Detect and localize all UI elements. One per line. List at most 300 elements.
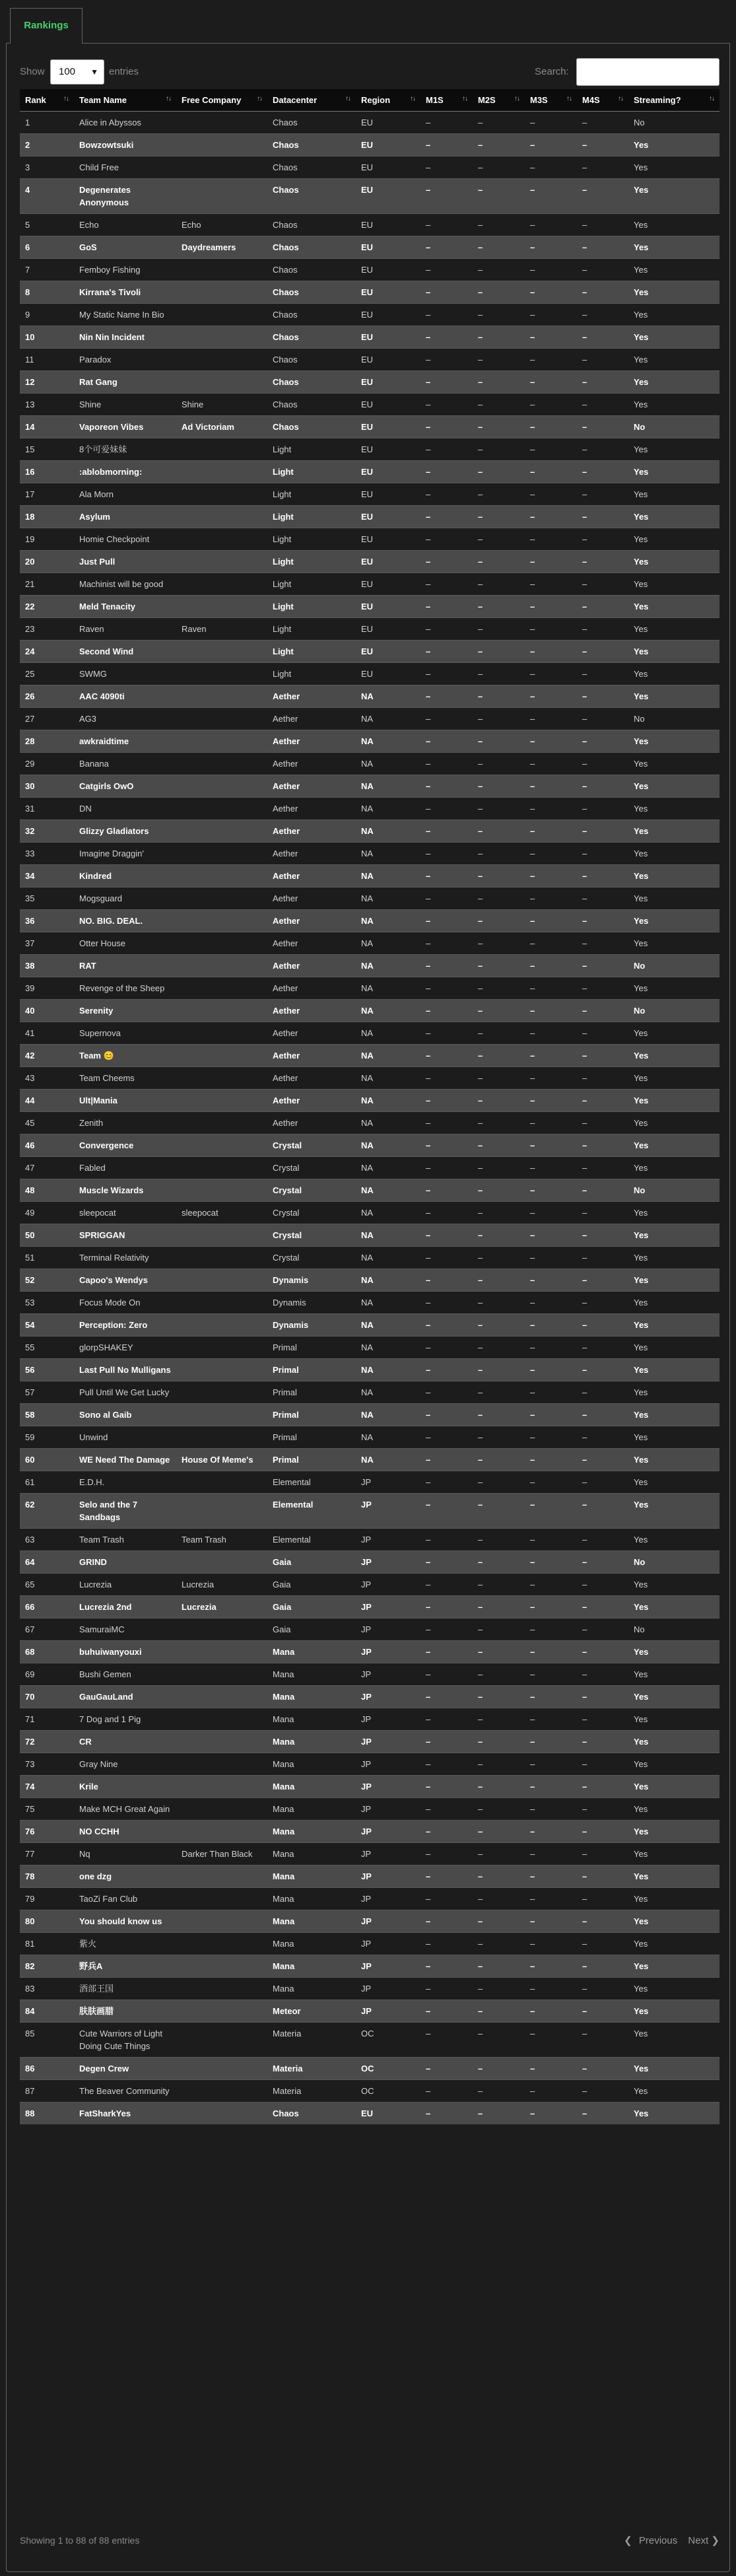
- cell-free-company: [176, 1933, 267, 1955]
- cell-free-company: [176, 1494, 267, 1529]
- table-row: [20, 1551, 719, 1574]
- cell-team-name: Femboy Fishing: [74, 259, 176, 281]
- cell-m3s: –: [525, 371, 577, 394]
- cell-m3s: –: [525, 1551, 577, 1574]
- cell-m2s: –: [473, 2103, 525, 2125]
- table-row: [20, 1821, 719, 1843]
- cell-m1s: –: [420, 843, 473, 865]
- cell-streaming: Yes: [628, 753, 719, 775]
- cell-m3s: –: [525, 1821, 577, 1843]
- cell-rank: 7: [20, 259, 74, 281]
- cell-m2s: –: [473, 1955, 525, 1978]
- cell-datacenter: Chaos: [267, 112, 356, 134]
- cell-m2s: –: [473, 134, 525, 157]
- table-row: [20, 1529, 719, 1551]
- cell-m2s: –: [473, 1179, 525, 1202]
- cell-m4s: –: [577, 1224, 628, 1247]
- cell-rank: 22: [20, 596, 74, 618]
- cell-m3s: –: [525, 753, 577, 775]
- cell-m2s: –: [473, 179, 525, 214]
- table-row: [20, 753, 719, 775]
- cell-datacenter: Aether: [267, 708, 356, 730]
- cell-m2s: –: [473, 1426, 525, 1449]
- cell-m3s: –: [525, 1933, 577, 1955]
- column-header-team-name[interactable]: [74, 89, 176, 112]
- column-header-rank[interactable]: [20, 89, 74, 112]
- cell-m2s: –: [473, 1843, 525, 1865]
- cell-m1s: –: [420, 157, 473, 179]
- cell-free-company: [176, 1022, 267, 1045]
- cell-m4s: –: [577, 977, 628, 1000]
- cell-free-company: [176, 1865, 267, 1888]
- cell-rank: 53: [20, 1292, 74, 1314]
- cell-m3s: –: [525, 865, 577, 888]
- cell-m4s: –: [577, 1529, 628, 1551]
- next-button[interactable]: Next ❯: [688, 2535, 719, 2546]
- cell-team-name: Degenerates Anonymous: [74, 179, 176, 214]
- cell-team-name: TaoZi Fan Club: [74, 1888, 176, 1910]
- cell-m3s: –: [525, 1798, 577, 1821]
- cell-region: JP: [356, 1494, 420, 1529]
- cell-rank: 61: [20, 1471, 74, 1494]
- sort-icon: ↑↓: [566, 95, 572, 102]
- cell-datacenter: Primal: [267, 1449, 356, 1471]
- cell-rank: 37: [20, 932, 74, 955]
- cell-region: NA: [356, 730, 420, 753]
- cell-m4s: –: [577, 1292, 628, 1314]
- table-row: [20, 281, 719, 304]
- cell-team-name: sleepocat: [74, 1202, 176, 1224]
- cell-streaming: No: [628, 955, 719, 977]
- cell-m3s: –: [525, 1359, 577, 1381]
- cell-m3s: –: [525, 1134, 577, 1157]
- cell-team-name: Asylum: [74, 506, 176, 528]
- table-row: [20, 1202, 719, 1224]
- cell-rank: 15: [20, 438, 74, 461]
- cell-m1s: –: [420, 910, 473, 932]
- cell-streaming: Yes: [628, 618, 719, 641]
- cell-team-name: Nq: [74, 1843, 176, 1865]
- cell-team-name: Ala Morn: [74, 483, 176, 506]
- table-row: [20, 1090, 719, 1112]
- cell-team-name: Raven: [74, 618, 176, 641]
- cell-m2s: –: [473, 1337, 525, 1359]
- cell-streaming: Yes: [628, 236, 719, 259]
- cell-rank: 38: [20, 955, 74, 977]
- cell-m4s: –: [577, 955, 628, 977]
- cell-region: EU: [356, 596, 420, 618]
- cell-m3s: –: [525, 2023, 577, 2058]
- previous-label: Previous: [638, 2535, 678, 2546]
- column-header-datacenter[interactable]: [267, 89, 356, 112]
- cell-m4s: –: [577, 1404, 628, 1426]
- column-header-label: Free Company: [182, 95, 242, 105]
- cell-m3s: –: [525, 1022, 577, 1045]
- cell-m1s: –: [420, 775, 473, 798]
- table-row: [20, 483, 719, 506]
- cell-rank: 64: [20, 1551, 74, 1574]
- cell-m2s: –: [473, 1022, 525, 1045]
- table-row: [20, 1731, 719, 1753]
- cell-datacenter: Aether: [267, 1090, 356, 1112]
- table-body: [20, 112, 719, 2125]
- cell-m3s: –: [525, 977, 577, 1000]
- cell-free-company: [176, 259, 267, 281]
- cell-rank: 11: [20, 349, 74, 371]
- cell-m3s: –: [525, 179, 577, 214]
- cell-m2s: –: [473, 214, 525, 236]
- cell-region: NA: [356, 753, 420, 775]
- cell-team-name: Zenith: [74, 1112, 176, 1134]
- cell-team-name: SWMG: [74, 663, 176, 685]
- cell-m4s: –: [577, 1641, 628, 1663]
- cell-free-company: [176, 1359, 267, 1381]
- cell-free-company: [176, 865, 267, 888]
- cell-m1s: –: [420, 2058, 473, 2080]
- cell-m4s: –: [577, 349, 628, 371]
- cell-free-company: [176, 2000, 267, 2023]
- cell-datacenter: Mana: [267, 1776, 356, 1798]
- cell-m1s: –: [420, 1269, 473, 1292]
- cell-rank: 70: [20, 1686, 74, 1708]
- cell-streaming: Yes: [628, 1426, 719, 1449]
- cell-region: EU: [356, 618, 420, 641]
- cell-streaming: No: [628, 1619, 719, 1641]
- column-header-m3s[interactable]: [525, 89, 577, 112]
- cell-streaming: Yes: [628, 1090, 719, 1112]
- previous-button[interactable]: ❮ Previous: [624, 2535, 678, 2546]
- cell-rank: 17: [20, 483, 74, 506]
- cell-m3s: –: [525, 1404, 577, 1426]
- cell-rank: 52: [20, 1269, 74, 1292]
- cell-free-company: [176, 483, 267, 506]
- cell-m2s: –: [473, 1359, 525, 1381]
- table-row: [20, 888, 719, 910]
- cell-rank: 88: [20, 2103, 74, 2125]
- entries-length-select[interactable]: [50, 59, 104, 85]
- cell-free-company: [176, 955, 267, 977]
- cell-m1s: –: [420, 1663, 473, 1686]
- cell-rank: 83: [20, 1978, 74, 2000]
- table-row: [20, 134, 719, 157]
- cell-team-name: Krile: [74, 1776, 176, 1798]
- cell-rank: 26: [20, 685, 74, 708]
- cell-m2s: –: [473, 371, 525, 394]
- cell-datacenter: Dynamis: [267, 1314, 356, 1337]
- cell-free-company: [176, 1000, 267, 1022]
- cell-free-company: [176, 1292, 267, 1314]
- cell-region: NA: [356, 1269, 420, 1292]
- cell-region: EU: [356, 371, 420, 394]
- cell-datacenter: Light: [267, 506, 356, 528]
- cell-m2s: –: [473, 236, 525, 259]
- table-row: [20, 1619, 719, 1641]
- cell-m1s: –: [420, 1337, 473, 1359]
- cell-streaming: Yes: [628, 685, 719, 708]
- cell-free-company: [176, 349, 267, 371]
- cell-free-company: [176, 157, 267, 179]
- cell-team-name: GoS: [74, 236, 176, 259]
- cell-rank: 16: [20, 461, 74, 483]
- column-header-free-company[interactable]: [176, 89, 267, 112]
- cell-free-company: [176, 1112, 267, 1134]
- cell-team-name: Kindred: [74, 865, 176, 888]
- cell-m4s: –: [577, 1067, 628, 1090]
- cell-m4s: –: [577, 1269, 628, 1292]
- cell-datacenter: Mana: [267, 1753, 356, 1776]
- cell-datacenter: Crystal: [267, 1224, 356, 1247]
- cell-streaming: Yes: [628, 1381, 719, 1404]
- table-row: [20, 1000, 719, 1022]
- cell-m2s: –: [473, 461, 525, 483]
- cell-m2s: –: [473, 528, 525, 551]
- tab-bar: [0, 0, 736, 43]
- cell-m3s: –: [525, 214, 577, 236]
- cell-m3s: –: [525, 888, 577, 910]
- cell-m3s: –: [525, 1596, 577, 1619]
- cell-streaming: Yes: [628, 304, 719, 326]
- cell-m2s: –: [473, 730, 525, 753]
- cell-m4s: –: [577, 259, 628, 281]
- table-row: [20, 1596, 719, 1619]
- sort-icon: ↑↓: [166, 95, 171, 102]
- cell-m2s: –: [473, 1157, 525, 1179]
- column-header-m1s[interactable]: [420, 89, 473, 112]
- cell-m3s: –: [525, 1202, 577, 1224]
- cell-streaming: Yes: [628, 349, 719, 371]
- cell-m1s: –: [420, 2080, 473, 2103]
- table-row: [20, 1134, 719, 1157]
- cell-m2s: –: [473, 2058, 525, 2080]
- column-header-m2s[interactable]: [473, 89, 525, 112]
- cell-datacenter: Chaos: [267, 179, 356, 214]
- cell-m4s: –: [577, 1202, 628, 1224]
- cell-datacenter: Aether: [267, 820, 356, 843]
- cell-team-name: 8个可爱妹妹: [74, 438, 176, 461]
- cell-datacenter: Chaos: [267, 281, 356, 304]
- cell-m2s: –: [473, 1112, 525, 1134]
- cell-team-name: glorpSHAKEY: [74, 1337, 176, 1359]
- cell-region: NA: [356, 1157, 420, 1179]
- cell-streaming: Yes: [628, 843, 719, 865]
- cell-free-company: [176, 1978, 267, 2000]
- cell-m4s: –: [577, 1708, 628, 1731]
- cell-rank: 30: [20, 775, 74, 798]
- cell-free-company: Team Trash: [176, 1529, 267, 1551]
- table-row: [20, 1337, 719, 1359]
- cell-region: EU: [356, 281, 420, 304]
- cell-free-company: [176, 1157, 267, 1179]
- sort-icon: ↑↓: [63, 95, 69, 102]
- cell-m3s: –: [525, 573, 577, 596]
- cell-region: JP: [356, 1731, 420, 1753]
- cell-m2s: –: [473, 1978, 525, 2000]
- cell-region: JP: [356, 1776, 420, 1798]
- cell-m3s: –: [525, 685, 577, 708]
- cell-m2s: –: [473, 1686, 525, 1708]
- cell-m1s: –: [420, 1798, 473, 1821]
- column-header-label: M2S: [478, 95, 496, 105]
- cell-streaming: Yes: [628, 1978, 719, 2000]
- cell-region: EU: [356, 551, 420, 573]
- cell-rank: 46: [20, 1134, 74, 1157]
- cell-datacenter: Primal: [267, 1381, 356, 1404]
- cell-m3s: –: [525, 1865, 577, 1888]
- cell-datacenter: Meteor: [267, 2000, 356, 2023]
- cell-m3s: –: [525, 1708, 577, 1731]
- table-row: [20, 708, 719, 730]
- table-row: [20, 1865, 719, 1888]
- cell-streaming: Yes: [628, 775, 719, 798]
- cell-m2s: –: [473, 259, 525, 281]
- cell-m4s: –: [577, 394, 628, 416]
- table-row: [20, 1112, 719, 1134]
- cell-rank: 10: [20, 326, 74, 349]
- cell-m1s: –: [420, 1596, 473, 1619]
- cell-m1s: –: [420, 1000, 473, 1022]
- cell-team-name: Otter House: [74, 932, 176, 955]
- cell-m3s: –: [525, 2000, 577, 2023]
- cell-datacenter: Crystal: [267, 1202, 356, 1224]
- cell-m1s: –: [420, 1955, 473, 1978]
- cell-region: NA: [356, 1337, 420, 1359]
- cell-datacenter: Aether: [267, 843, 356, 865]
- cell-region: NA: [356, 1224, 420, 1247]
- cell-m3s: –: [525, 1978, 577, 2000]
- cell-m3s: –: [525, 112, 577, 134]
- table-row: [20, 1292, 719, 1314]
- cell-m4s: –: [577, 663, 628, 685]
- cell-streaming: Yes: [628, 1045, 719, 1067]
- cell-datacenter: Primal: [267, 1337, 356, 1359]
- cell-team-name: Ult|Mania: [74, 1090, 176, 1112]
- table-row: [20, 573, 719, 596]
- cell-m4s: –: [577, 685, 628, 708]
- cell-region: JP: [356, 1910, 420, 1933]
- cell-streaming: Yes: [628, 157, 719, 179]
- cell-rank: 28: [20, 730, 74, 753]
- cell-free-company: [176, 596, 267, 618]
- cell-datacenter: Gaia: [267, 1551, 356, 1574]
- cell-m3s: –: [525, 1314, 577, 1337]
- column-header-label: Datacenter: [273, 95, 318, 105]
- cell-m2s: –: [473, 1776, 525, 1798]
- table-row: [20, 932, 719, 955]
- cell-m1s: –: [420, 1551, 473, 1574]
- cell-m1s: –: [420, 416, 473, 438]
- cell-m1s: –: [420, 1426, 473, 1449]
- cell-rank: 20: [20, 551, 74, 573]
- cell-m4s: –: [577, 551, 628, 573]
- cell-region: NA: [356, 955, 420, 977]
- cell-streaming: Yes: [628, 1888, 719, 1910]
- cell-streaming: Yes: [628, 1821, 719, 1843]
- cell-rank: 21: [20, 573, 74, 596]
- cell-rank: 32: [20, 820, 74, 843]
- cell-free-company: Echo: [176, 214, 267, 236]
- cell-streaming: Yes: [628, 1686, 719, 1708]
- cell-m3s: –: [525, 281, 577, 304]
- cell-m4s: –: [577, 1955, 628, 1978]
- cell-team-name: CR: [74, 1731, 176, 1753]
- cell-datacenter: Chaos: [267, 349, 356, 371]
- search-input[interactable]: [576, 58, 719, 86]
- cell-m2s: –: [473, 112, 525, 134]
- cell-streaming: Yes: [628, 910, 719, 932]
- cell-m2s: –: [473, 910, 525, 932]
- cell-m1s: –: [420, 641, 473, 663]
- cell-datacenter: Crystal: [267, 1134, 356, 1157]
- cell-datacenter: Light: [267, 573, 356, 596]
- cell-team-name: :ablobmorning:: [74, 461, 176, 483]
- cell-m3s: –: [525, 1090, 577, 1112]
- cell-rank: 79: [20, 1888, 74, 1910]
- cell-m1s: –: [420, 1865, 473, 1888]
- cell-team-name: E.D.H.: [74, 1471, 176, 1494]
- cell-m2s: –: [473, 1663, 525, 1686]
- cell-datacenter: Elemental: [267, 1494, 356, 1529]
- table-row: [20, 438, 719, 461]
- tab-rankings[interactable]: Rankings: [10, 8, 83, 44]
- cell-region: JP: [356, 1641, 420, 1663]
- cell-datacenter: Aether: [267, 775, 356, 798]
- cell-m2s: –: [473, 1596, 525, 1619]
- column-header-label: M1S: [426, 95, 444, 105]
- cell-team-name: Bowzowtsuki: [74, 134, 176, 157]
- cell-free-company: [176, 371, 267, 394]
- cell-free-company: [176, 1686, 267, 1708]
- column-header-m4s[interactable]: [577, 89, 628, 112]
- cell-rank: 49: [20, 1202, 74, 1224]
- cell-m3s: –: [525, 1663, 577, 1686]
- cell-m4s: –: [577, 932, 628, 955]
- cell-m4s: –: [577, 1933, 628, 1955]
- cell-team-name: Homie Checkpoint: [74, 528, 176, 551]
- cell-m3s: –: [525, 1179, 577, 1202]
- cell-m4s: –: [577, 910, 628, 932]
- cell-free-company: [176, 1381, 267, 1404]
- cell-team-name: Terminal Relativity: [74, 1247, 176, 1269]
- column-header-streaming[interactable]: [628, 89, 719, 112]
- cell-m1s: –: [420, 865, 473, 888]
- cell-team-name: Fabled: [74, 1157, 176, 1179]
- cell-streaming: Yes: [628, 865, 719, 888]
- cell-rank: 18: [20, 506, 74, 528]
- cell-m1s: –: [420, 1574, 473, 1596]
- cell-free-company: [176, 708, 267, 730]
- cell-streaming: Yes: [628, 2080, 719, 2103]
- cell-free-company: [176, 551, 267, 573]
- cell-streaming: Yes: [628, 1798, 719, 1821]
- cell-streaming: Yes: [628, 888, 719, 910]
- cell-m4s: –: [577, 1574, 628, 1596]
- cell-region: NA: [356, 708, 420, 730]
- cell-datacenter: Gaia: [267, 1619, 356, 1641]
- cell-m4s: –: [577, 1314, 628, 1337]
- cell-m2s: –: [473, 1045, 525, 1067]
- cell-streaming: Yes: [628, 394, 719, 416]
- cell-m3s: –: [525, 259, 577, 281]
- cell-datacenter: Mana: [267, 1641, 356, 1663]
- cell-m1s: –: [420, 371, 473, 394]
- cell-m2s: –: [473, 506, 525, 528]
- cell-free-company: [176, 2080, 267, 2103]
- cell-region: EU: [356, 326, 420, 349]
- column-header-region[interactable]: [356, 89, 420, 112]
- table-footer: [20, 2530, 719, 2550]
- cell-free-company: [176, 461, 267, 483]
- cell-m2s: –: [473, 1067, 525, 1090]
